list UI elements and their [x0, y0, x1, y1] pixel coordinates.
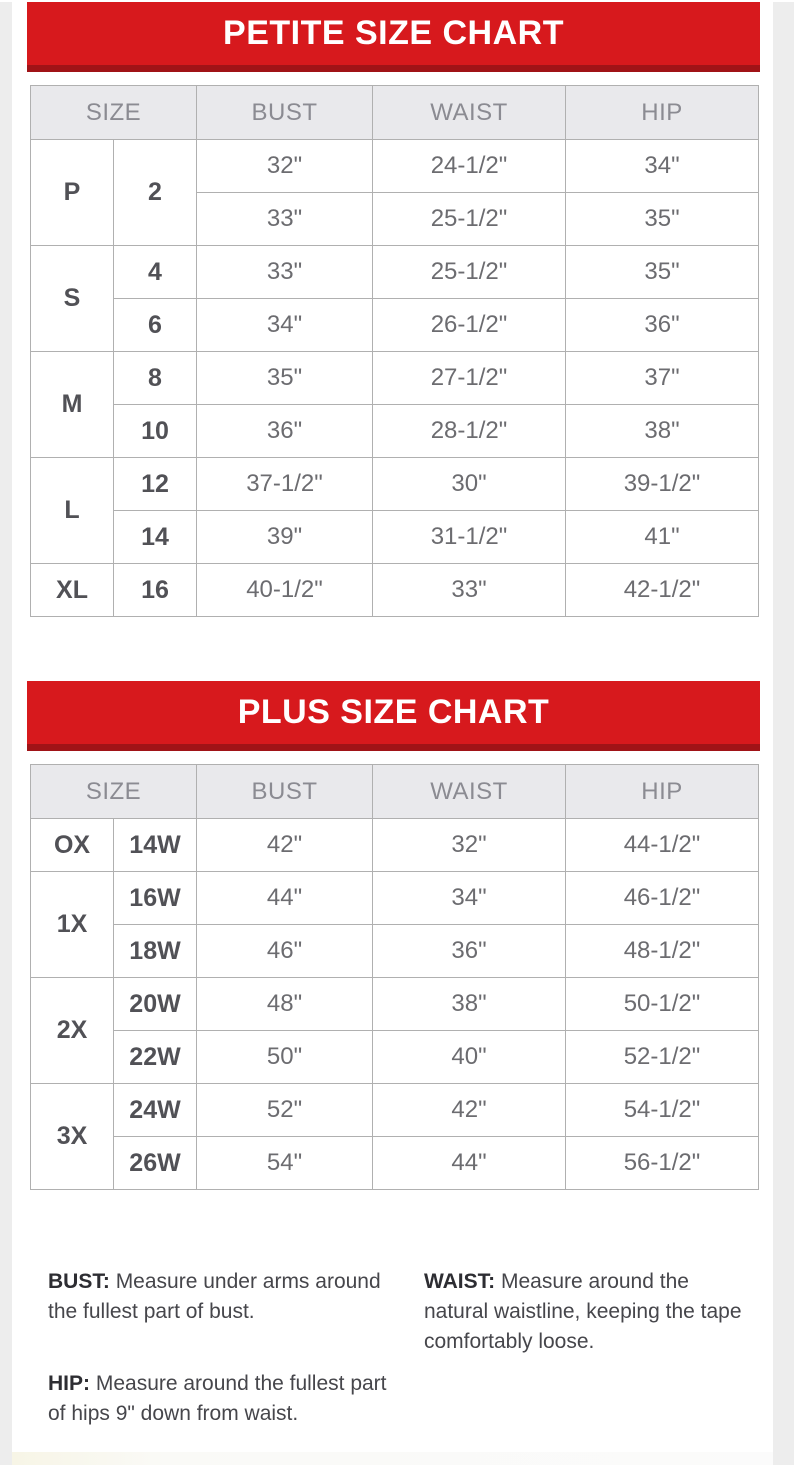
plus-chart-banner — [27, 681, 760, 751]
left-page-edge — [0, 2, 12, 1465]
table-row — [31, 405, 759, 458]
right-page-edge — [773, 2, 794, 1465]
bust-cell: 37-1/2" — [197, 458, 373, 511]
bust-cell: 48" — [197, 978, 373, 1031]
waist-cell: 34" — [373, 872, 566, 925]
hip-cell: 41" — [566, 511, 759, 564]
plus-header-waist: WAIST — [373, 765, 566, 819]
plus-header-row — [31, 765, 759, 819]
hip-cell: 37" — [566, 352, 759, 405]
waist-cell: 33" — [373, 564, 566, 617]
measurement-notes — [48, 1246, 758, 1450]
size-letter-cell: L — [31, 458, 114, 564]
waist-cell: 38" — [373, 978, 566, 1031]
bust-cell: 42" — [197, 819, 373, 872]
table-row — [31, 819, 759, 872]
table-row — [31, 925, 759, 978]
table-row — [31, 352, 759, 405]
petite-size-table — [30, 85, 759, 617]
table-row — [31, 1084, 759, 1137]
size-letter-cell: 3X — [31, 1084, 114, 1190]
hip-cell: 52-1/2" — [566, 1031, 759, 1084]
size-number-cell: 20W — [114, 978, 197, 1031]
plus-header-bust: BUST — [197, 765, 373, 819]
notes-right-column — [424, 1246, 758, 1450]
bust-cell: 52" — [197, 1084, 373, 1137]
waist-note — [424, 1267, 758, 1357]
waist-cell: 24-1/2" — [373, 140, 566, 193]
hip-cell: 36" — [566, 299, 759, 352]
size-number-cell: 2 — [114, 140, 197, 246]
waist-cell: 32" — [373, 819, 566, 872]
waist-cell: 27-1/2" — [373, 352, 566, 405]
waist-cell: 36" — [373, 925, 566, 978]
size-letter-cell: P — [31, 140, 114, 246]
petite-header-row — [31, 86, 759, 140]
bust-cell: 39" — [197, 511, 373, 564]
hip-cell: 39-1/2" — [566, 458, 759, 511]
plus-size-table — [30, 764, 759, 1190]
plus-chart-title: PLUS SIZE CHART — [237, 693, 550, 731]
size-number-cell: 18W — [114, 925, 197, 978]
bust-cell: 46" — [197, 925, 373, 978]
plus-header-hip: HIP — [566, 765, 759, 819]
waist-cell: 30" — [373, 458, 566, 511]
size-number-cell: 16W — [114, 872, 197, 925]
size-number-cell: 8 — [114, 352, 197, 405]
size-letter-cell: XL — [31, 564, 114, 617]
petite-header-bust: BUST — [197, 86, 373, 140]
waist-cell: 42" — [373, 1084, 566, 1137]
table-row — [31, 140, 759, 193]
petite-header-size: SIZE — [31, 86, 197, 140]
notes-left-column — [48, 1246, 402, 1450]
waist-cell: 40" — [373, 1031, 566, 1084]
hip-cell: 48-1/2" — [566, 925, 759, 978]
table-row — [31, 978, 759, 1031]
bust-cell: 50" — [197, 1031, 373, 1084]
table-row — [31, 564, 759, 617]
size-letter-cell: 2X — [31, 978, 114, 1084]
petite-chart-title: PETITE SIZE CHART — [223, 14, 564, 52]
size-number-cell: 14W — [114, 819, 197, 872]
hip-cell: 35" — [566, 246, 759, 299]
bust-cell: 33" — [197, 246, 373, 299]
waist-cell: 31-1/2" — [373, 511, 566, 564]
size-number-cell: 16 — [114, 564, 197, 617]
table-row — [31, 246, 759, 299]
waist-cell: 25-1/2" — [373, 246, 566, 299]
size-number-cell: 22W — [114, 1031, 197, 1084]
hip-cell: 35" — [566, 193, 759, 246]
size-letter-cell: 1X — [31, 872, 114, 978]
hip-cell: 42-1/2" — [566, 564, 759, 617]
table-row — [31, 511, 759, 564]
plus-header-size: SIZE — [31, 765, 197, 819]
size-letter-cell: S — [31, 246, 114, 352]
table-row — [31, 1137, 759, 1190]
bust-cell: 40-1/2" — [197, 564, 373, 617]
bust-cell: 33" — [197, 193, 373, 246]
size-number-cell: 6 — [114, 299, 197, 352]
bust-cell: 54" — [197, 1137, 373, 1190]
waist-cell: 25-1/2" — [373, 193, 566, 246]
table-row — [31, 299, 759, 352]
hip-note — [48, 1369, 402, 1429]
hip-cell: 50-1/2" — [566, 978, 759, 1031]
size-letter-cell: OX — [31, 819, 114, 872]
size-number-cell: 4 — [114, 246, 197, 299]
bust-cell: 32" — [197, 140, 373, 193]
size-number-cell: 14 — [114, 511, 197, 564]
hip-cell: 38" — [566, 405, 759, 458]
size-number-cell: 24W — [114, 1084, 197, 1137]
hip-cell: 56-1/2" — [566, 1137, 759, 1190]
bust-cell: 44" — [197, 872, 373, 925]
hip-cell: 54-1/2" — [566, 1084, 759, 1137]
size-letter-cell: M — [31, 352, 114, 458]
size-number-cell: 12 — [114, 458, 197, 511]
bust-cell: 36" — [197, 405, 373, 458]
bust-cell: 34" — [197, 299, 373, 352]
petite-header-hip: HIP — [566, 86, 759, 140]
table-row — [31, 458, 759, 511]
table-row — [31, 1031, 759, 1084]
waist-cell: 44" — [373, 1137, 566, 1190]
hip-cell: 34" — [566, 140, 759, 193]
bust-note-label: BUST: — [48, 1270, 110, 1293]
hip-cell: 44-1/2" — [566, 819, 759, 872]
waist-cell: 26-1/2" — [373, 299, 566, 352]
hip-note-text: Measure around the fullest part of hips 9" down from waist. — [48, 1372, 387, 1426]
table-row — [31, 872, 759, 925]
page-bottom-edge — [12, 1452, 773, 1465]
waist-cell: 28-1/2" — [373, 405, 566, 458]
waist-note-label: WAIST: — [423, 1270, 496, 1293]
bust-note — [48, 1267, 402, 1327]
bust-note-text: Measure under arms around the fullest part of bust. — [48, 1270, 381, 1324]
size-number-cell: 26W — [114, 1137, 197, 1190]
hip-cell: 46-1/2" — [566, 872, 759, 925]
hip-note-label: HIP: — [48, 1372, 90, 1396]
bust-cell: 35" — [197, 352, 373, 405]
waist-note-text: Measure around the natural waistline, keeping the tape comfortably loose. — [423, 1270, 742, 1354]
petite-chart-banner — [27, 2, 760, 72]
size-number-cell: 10 — [114, 405, 197, 458]
petite-header-waist: WAIST — [373, 86, 566, 140]
